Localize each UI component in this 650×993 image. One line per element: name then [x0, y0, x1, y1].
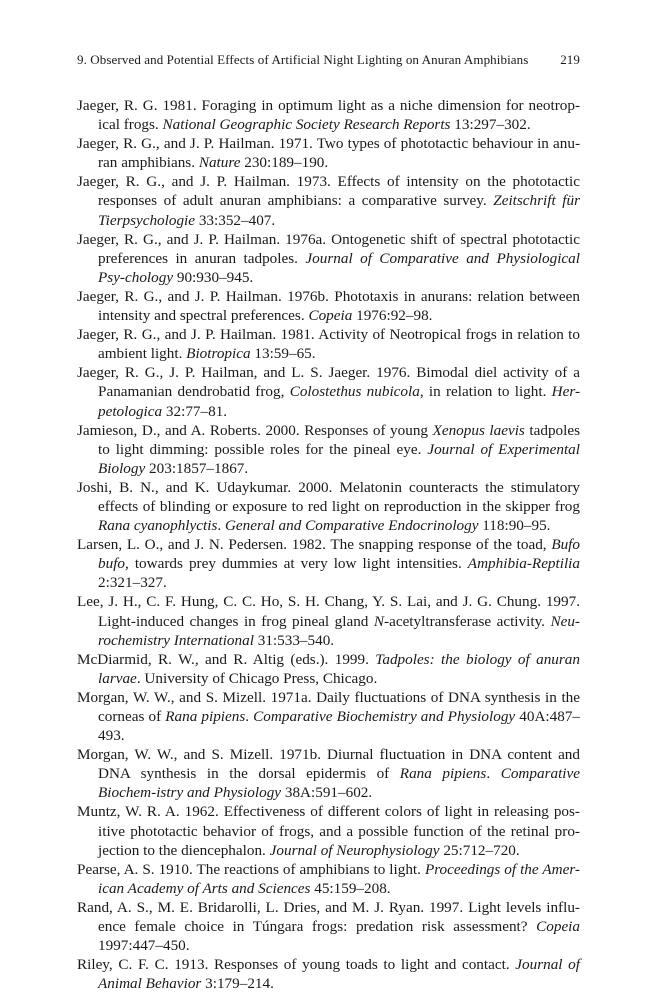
page-number: 219	[560, 52, 580, 67]
reference-text: , in relation to light.	[419, 383, 552, 401]
reference-text: .	[217, 517, 225, 535]
reference-italic-text: Comparative Biochemistry and Physiology	[253, 708, 516, 725]
reference-text: Jaeger, R. G., and J. P. Hailman. 1971. Two types of phototactic behaviour in anu-ran amphibians.	[77, 135, 580, 172]
reference-entry	[77, 363, 580, 420]
reference-text: Jaeger, R. G., J. P. Hailman, and L. S. Jaeger. 1976. Bimodal diel activity of a Panamanian dendrobatid frog,	[77, 364, 580, 401]
reference-entry	[77, 955, 580, 993]
reference-entry	[77, 535, 580, 592]
reference-text: Riley, C. F. C. 1913. Responses of young toads to light and contact.	[77, 956, 516, 974]
reference-entry	[77, 96, 580, 134]
reference-text: 203:1857–1867.	[145, 459, 249, 477]
reference-list	[77, 96, 580, 993]
reference-italic-text: General and Comparative Endocrinology	[224, 517, 479, 535]
reference-text: Morgan, W. W., and S. Mizell. 1971a. Daily fluctuations of DNA synthesis in the corneas of	[77, 688, 580, 725]
reference-italic-text: Her-petologica	[98, 383, 581, 420]
reference-italic-text: National Geographic Society Research Reports	[162, 116, 451, 134]
running-head	[77, 52, 580, 68]
reference-text: -acetyltransferase activity.	[384, 612, 551, 630]
reference-text: , towards prey dummies at very low light intensities.	[125, 555, 468, 573]
reference-entry	[77, 172, 580, 229]
reference-italic-text: Tadpoles: the biology of anuran larvae	[98, 650, 580, 687]
reference-italic-text: Journal of Experimental Biology	[98, 440, 580, 477]
reference-italic-text: Journal of Comparative and Physiological Psy-chology	[98, 249, 580, 286]
reference-text: 38A:591–602.	[281, 784, 373, 802]
reference-text: .	[245, 708, 254, 725]
reference-entry	[77, 421, 580, 478]
reference-italic-text: Rana pipiens	[165, 708, 246, 725]
reference-text: 2:321–327.	[98, 574, 167, 592]
reference-italic-text: Journal of Animal Behavior	[98, 956, 580, 993]
reference-italic-text: Biotropica	[186, 345, 251, 363]
reference-entry	[77, 287, 580, 325]
reference-text: tadpoles to light dimming: possible roles for the pineal eye.	[98, 421, 580, 458]
reference-entry	[77, 688, 580, 745]
reference-text: Rand, A. S., M. E. Bridarolli, L. Dries, and M. J. Ryan. 1997. Light levels influ-ence female choice in Túngara frogs: predation risk assessment?	[77, 898, 580, 936]
reference-entry	[77, 230, 580, 287]
reference-italic-text: Proceedings of the Amer-ican Academy of Arts and Sciences	[98, 860, 580, 897]
reference-text: 40A:487–493.	[98, 708, 581, 745]
reference-italic-text: Colostethus nubicola	[289, 383, 420, 401]
reference-entry	[77, 592, 580, 649]
reference-italic-text: Xenopus laevis	[432, 421, 525, 439]
reference-entry	[77, 860, 580, 898]
reference-text: 1997:447–450.	[98, 937, 190, 955]
reference-italic-text: Neu-rochemistry International	[98, 612, 580, 649]
reference-italic-text: N	[373, 612, 385, 630]
reference-text: Jaeger, R. G., and J. P. Hailman. 1976a. Ontogenetic shift of spectral phototactic preferences in anuran tadpoles.	[77, 230, 580, 267]
reference-text: 3:179–214.	[201, 975, 274, 993]
reference-italic-text: Rana cyanophlyctis	[98, 517, 218, 535]
reference-text: 33:352–407.	[195, 211, 276, 229]
reference-text: Jaeger, R. G., and J. P. Hailman. 1976b. Phototaxis in anurans: relation between intensity and spectral preferences.	[77, 287, 580, 325]
reference-entry	[77, 745, 580, 802]
reference-text: 1976:92–98.	[352, 307, 433, 325]
reference-entry	[77, 325, 580, 363]
reference-text: Lee, J. H., C. F. Hung, C. C. Ho, S. H. Chang, Y. S. Lai, and J. G. Chung. 1997. Light-induced changes in frog pineal gland	[77, 593, 580, 630]
reference-entry	[77, 802, 580, 859]
reference-entry	[77, 898, 580, 955]
reference-text: Morgan, W. W., and S. Mizell. 1971b. Diurnal fluctuation in DNA content and DNA synthesis in the dorsal epidermis of	[77, 746, 580, 783]
reference-text: .	[486, 765, 501, 783]
reference-text: Larsen, L. O., and J. N. Pedersen. 1982. The snapping response of the toad,	[77, 536, 552, 554]
reference-text: . University of Chicago Press, Chicago.	[136, 669, 378, 687]
reference-text: Jaeger, R. G., and J. P. Hailman. 1973. Effects of intensity on the phototactic responses of adult anuran amphibians: a comparative survey.	[77, 173, 580, 210]
reference-italic-text: Copeia	[308, 307, 353, 325]
reference-italic-text: Copeia	[536, 918, 580, 936]
reference-text: 45:159–208.	[310, 879, 391, 897]
chapter-title: 9. Observed and Potential Effects of Artificial Night Lighting on Anuran Amphibians	[77, 52, 529, 67]
reference-entry	[77, 650, 580, 688]
reference-text: 230:189–190.	[240, 154, 329, 172]
reference-text: 31:533–540.	[253, 631, 335, 649]
reference-italic-text: Amphibia-Reptilia	[467, 555, 580, 573]
reference-entry	[77, 478, 580, 535]
reference-text: Jaeger, R. G. 1981. Foraging in optimum light as a niche dimension for neotrop-ical frogs.	[77, 97, 580, 134]
reference-text: 13:59–65.	[250, 345, 316, 363]
reference-text: McDiarmid, R. W., and R. Altig (eds.). 1999.	[77, 650, 376, 668]
reference-entry	[77, 134, 580, 172]
reference-italic-text: Rana pipiens	[399, 765, 487, 783]
reference-italic-text: Zeitschrift für Tierpsychologie	[98, 192, 580, 229]
reference-text: Muntz, W. R. A. 1962. Effectiveness of different colors of light in releasing pos-itive phototactic behavior of frogs, and a possible function of the retinal pro-jection to the diencephalon.	[77, 803, 580, 859]
reference-text: Jamieson, D., and A. Roberts. 2000. Responses of young	[77, 421, 433, 439]
reference-italic-text: Bufo bufo	[98, 536, 580, 573]
reference-text: 90:930–945.	[173, 268, 254, 286]
reference-italic-text: Journal of Neurophysiology	[269, 841, 440, 859]
reference-text: Jaeger, R. G., and J. P. Hailman. 1981. Activity of Neotropical frogs in relation to ambient light.	[77, 326, 580, 363]
reference-text: Pearse, A. S. 1910. The reactions of amphibians to light.	[77, 860, 425, 878]
reference-italic-text: Comparative Biochem-istry and Physiology	[98, 765, 580, 802]
reference-italic-text: Nature	[198, 154, 241, 172]
reference-text: 13:297–302.	[450, 116, 531, 134]
reference-text: 32:77–81.	[162, 402, 228, 420]
reference-text: 118:90–95.	[478, 517, 551, 535]
reference-text: Joshi, B. N., and K. Udaykumar. 2000. Melatonin counteracts the stimulatory effects of blinding or exposure to red light on reproduction in the skipper frog	[77, 478, 580, 515]
reference-text: 25:712–720.	[439, 841, 520, 859]
